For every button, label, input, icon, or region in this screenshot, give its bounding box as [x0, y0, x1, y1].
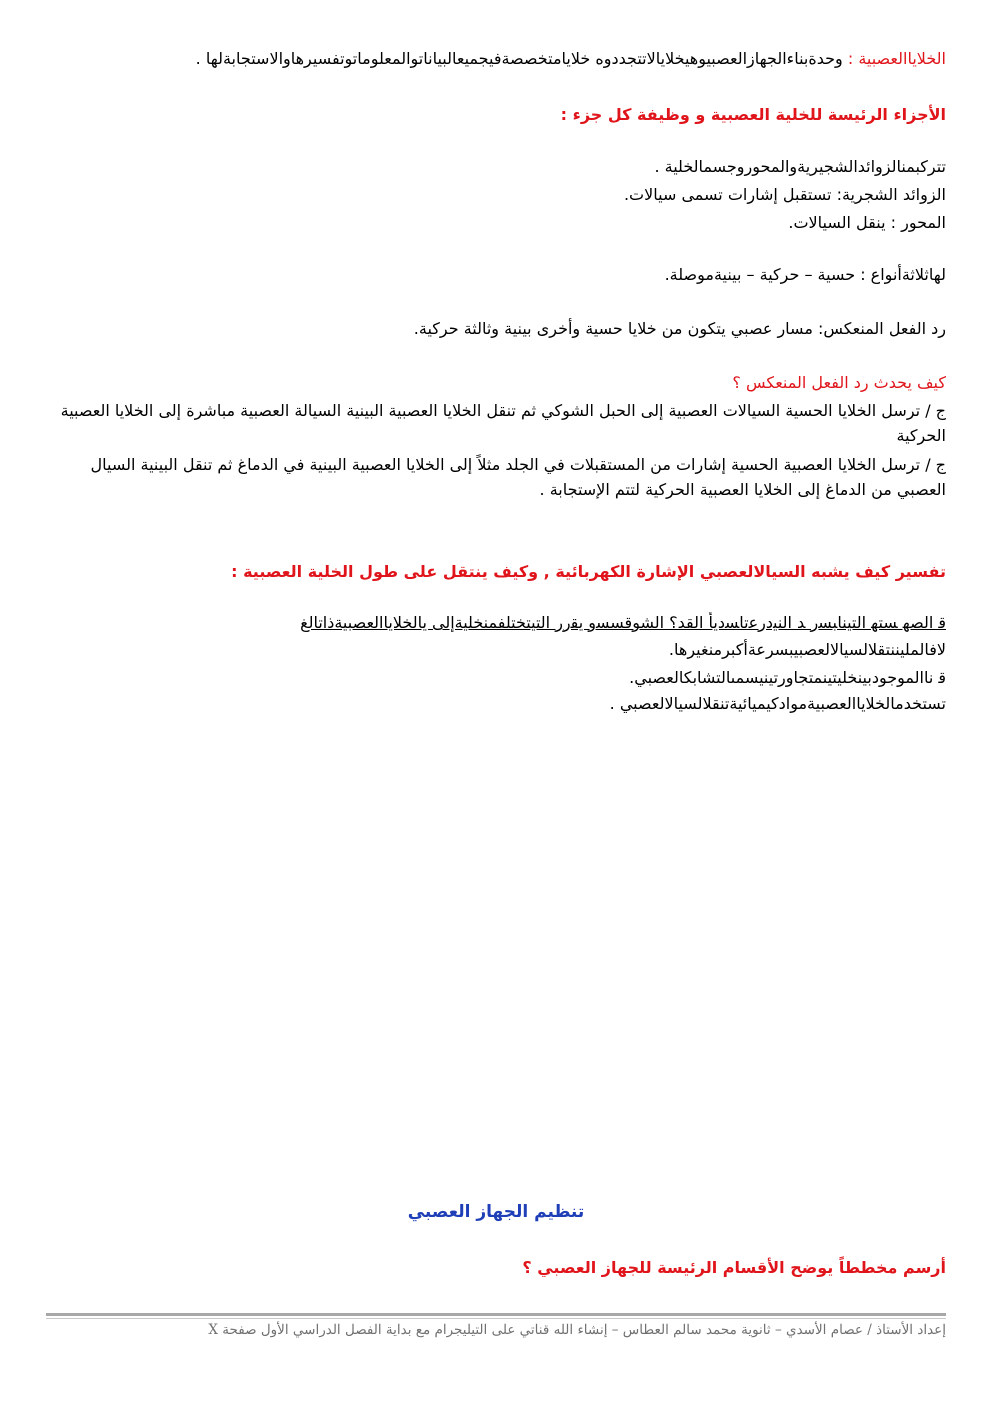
reflex-answer-2: ج / ترسل الخلايا العصبية الحسية إشارات من المستقبلات في الجلد مثلاً إلى الخلايا العصبية البينية في الدماغ ثم تنقل البينية السيال العصبي من الدماغ إلى الخلايا العصبية الحركية لتتم الإستجابة . [90, 455, 946, 499]
signal-line-chemicals: تستخدمالخلاياالعصبيةموادكيميائيةتنقلالسيالالعصبي . [609, 694, 946, 713]
signal-heading: تفسير كيف يشبه السيالالعصبي الإشارة الكهربائية , وكيف ينتقل على طول الخلية العصبية : [231, 562, 946, 581]
parts-line-dendrites: الزوائد الشجرية: تستقبل إشارات تسمى سيالات. [623, 185, 946, 204]
signal-line-myelin: لافالمليننتقلالسيالالعصبيبسرعةأكبرمنغيرها. [668, 640, 946, 659]
signal-line-synapse: ﻗ ﻧﺎﺍلموجودبينخليتينمتجاورتينيسمىالتشابكالعصبي. [629, 668, 946, 687]
signal-line-garbled: ﻗ ﺍﻟﺼﻬ ﺴﺘﻬ ﺍﻟﺘﻴﻨﺎﺒﺴﺭ ﺪ ﺍﻟﻨﻴﺩﺭﻋﺗﺎﺴﺩﻳﺄ ﺍﻟﻘﺪ؟ ﺍﻟﺸﻮﻗﺴﺴﻭ ﻳﻘﺭﺭ التيتختلفمنخليةإلى يالخلاياالعصبيةذاتالغ [300, 613, 946, 632]
intro-paragraph [196, 48, 946, 70]
parts-heading: الأجزاء الرئيسة للخلية العصبية و وظيفة كل جزء : [560, 105, 946, 124]
intro-definition: وحدةبناءالجهازالعصبيوهيخلايالاتتجددوه خلايامتخصصةفيجميعالبياناتوالمعلوماتوتفسيرهاوالاستجابةلها . [195, 49, 843, 68]
parts-line-axon: المحور : ينقل السيالات. [788, 213, 946, 232]
footer-divider-thin [46, 1318, 946, 1319]
page-footer: إعداد الأستاذ / عصام الأسدي – ثانوية محمد سالم العطاس – إنشاء الله قناتي على التيليجرام مع بداية الفصل الدراسي الأول صفحة X [208, 1322, 946, 1338]
intro-term: الخلاياالعصبية : [847, 49, 946, 68]
footer-divider [46, 1313, 946, 1316]
parts-line-composition: تتركبمنالزوائدالشجيريةوالمحوروجسمالخلية . [654, 157, 946, 176]
reflex-question: كيف يحدث رد الفعل المنعكس ؟ [732, 373, 946, 392]
reflex-definition: رد الفعل المنعكس: مسار عصبي يتكون من خلايا حسية وأخرى بينية وثالثة حركية. [413, 319, 946, 338]
section-title: تنظيم الجهاز العصبي [407, 1202, 585, 1222]
reflex-answer-1: ج / ترسل الخلايا الحسية السيالات العصبية إلى الحبل الشوكي ثم تنقل الخلايا العصبية البينية السيالة العصبية مباشرة إلى الخلايا العصبية الحركية [60, 401, 946, 445]
diagram-prompt: أرسم مخططاً يوضح الأقسام الرئيسة للجهاز العصبي ؟ [522, 1258, 946, 1277]
neuron-types: لهاثلاثةأنواع : حسية – حركية – بينيةموصلة. [664, 265, 946, 284]
